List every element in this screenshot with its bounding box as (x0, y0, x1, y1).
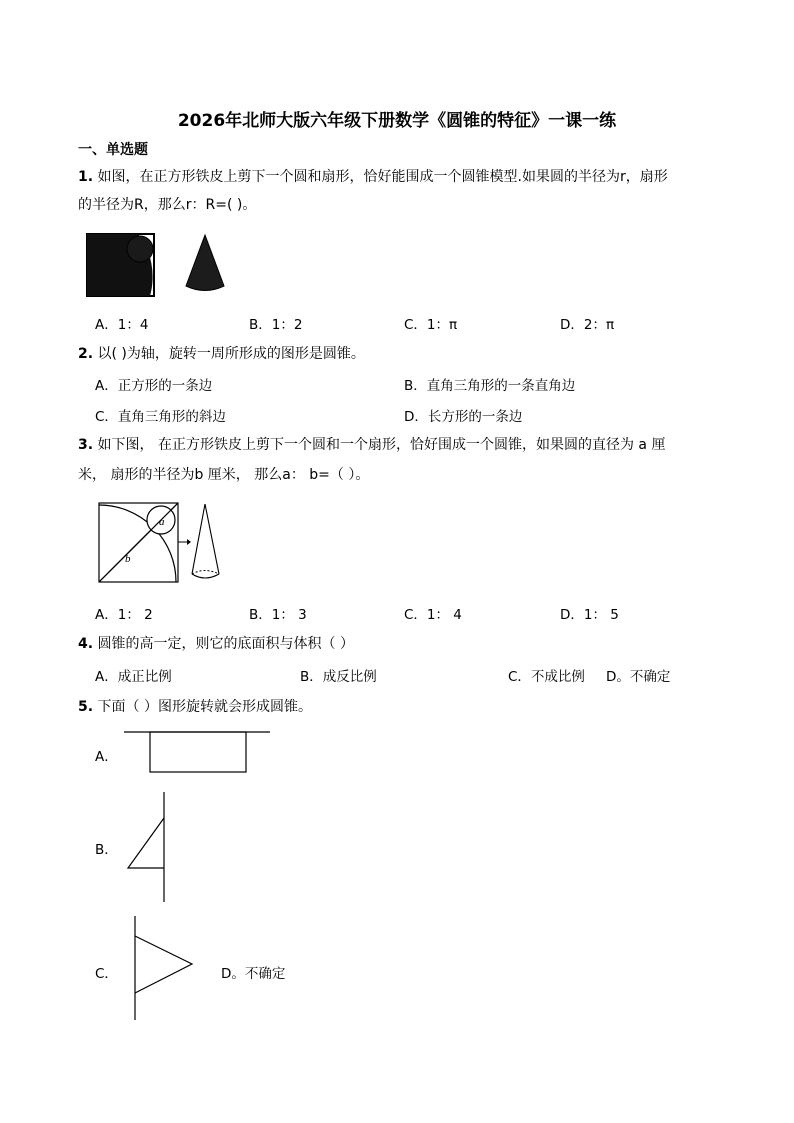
q3-figure-cone (190, 502, 222, 582)
q4-option-a[interactable]: A．成正比例 (95, 669, 172, 685)
q5-figure-b-right-triangle-on-axis (124, 792, 172, 904)
question-5-line (78, 696, 312, 718)
q1-option-b[interactable]: B．1：2 (249, 317, 303, 333)
question-text: 如图，在正方形铁皮上剪下一个圆和扇形，恰好能围成一个圆锥模型.如果圆的半径为r，扇形 (97, 169, 668, 185)
question-1-line-1 (78, 166, 668, 188)
q2-option-a[interactable]: A．正方形的一条边 (95, 378, 213, 394)
q1-option-d[interactable]: D．2：π (560, 317, 615, 333)
question-3-line-2: 米， 扇形的半径为b 厘米， 那么a： b=（ ）。 (78, 467, 370, 483)
q1-option-a[interactable]: A．1：4 (95, 317, 149, 333)
q1-option-c[interactable]: C．1：π (404, 317, 458, 333)
q3-option-c[interactable]: C．1： 4 (404, 607, 462, 623)
question-number: 2. (78, 346, 94, 362)
q5-figure-a-rectangle-on-axis (124, 730, 272, 774)
question-text: 以( )为轴，旋转一周所形成的图形是圆锥。 (97, 346, 365, 362)
q2-option-d[interactable]: D．长方形的一条边 (404, 409, 523, 425)
q5-option-a[interactable]: A． (95, 749, 118, 765)
q5-option-b[interactable]: B． (95, 842, 118, 858)
section-heading: 一、单选题 (78, 142, 148, 158)
q4-option-d[interactable]: D。不确定 (606, 669, 671, 685)
q1-figure-square-with-circle-and-sector (86, 233, 156, 297)
question-4-line (78, 633, 354, 655)
q3-option-a[interactable]: A．1： 2 (95, 607, 153, 623)
q4-option-b[interactable]: B．成反比例 (300, 669, 377, 685)
q3-option-d[interactable]: D．1： 5 (560, 607, 619, 623)
question-text: 下面（ ）图形旋转就会形成圆锥。 (97, 699, 312, 715)
q5-figure-c-triangle-on-axis (130, 916, 198, 1022)
q3-label-b: b (125, 553, 131, 565)
page-title: 2026年北师大版六年级下册数学《圆锥的特征》一课一练 (177, 111, 617, 131)
q5-option-c[interactable]: C． (95, 966, 118, 982)
question-number: 4. (78, 636, 94, 652)
question-text: 如下图， 在正方形铁皮上剪下一个圆和一个扇形，恰好围成一个圆锥，如果圆的直径为 a 厘 (97, 437, 666, 453)
q2-option-c[interactable]: C．直角三角形的斜边 (95, 409, 226, 425)
q3-label-a: a (159, 516, 165, 528)
question-1-line-2: 的半径为R，那么r：R=( )。 (78, 197, 257, 213)
question-text: 圆锥的高一定，则它的底面积与体积（ ） (97, 636, 354, 652)
q3-figure-square-sector-circle (98, 502, 180, 584)
q1-figure-cone (183, 233, 227, 293)
question-number: 5. (78, 699, 94, 715)
question-2-line (78, 343, 365, 365)
q2-option-b[interactable]: B．直角三角形的一条直角边 (404, 378, 576, 394)
question-3-line-1 (78, 434, 665, 456)
question-number: 1. (78, 169, 94, 185)
question-number: 3. (78, 437, 94, 453)
q4-option-c[interactable]: C．不成比例 (508, 669, 585, 685)
q5-option-d[interactable]: D。不确定 (221, 966, 286, 982)
q3-option-b[interactable]: B．1： 3 (249, 607, 307, 623)
